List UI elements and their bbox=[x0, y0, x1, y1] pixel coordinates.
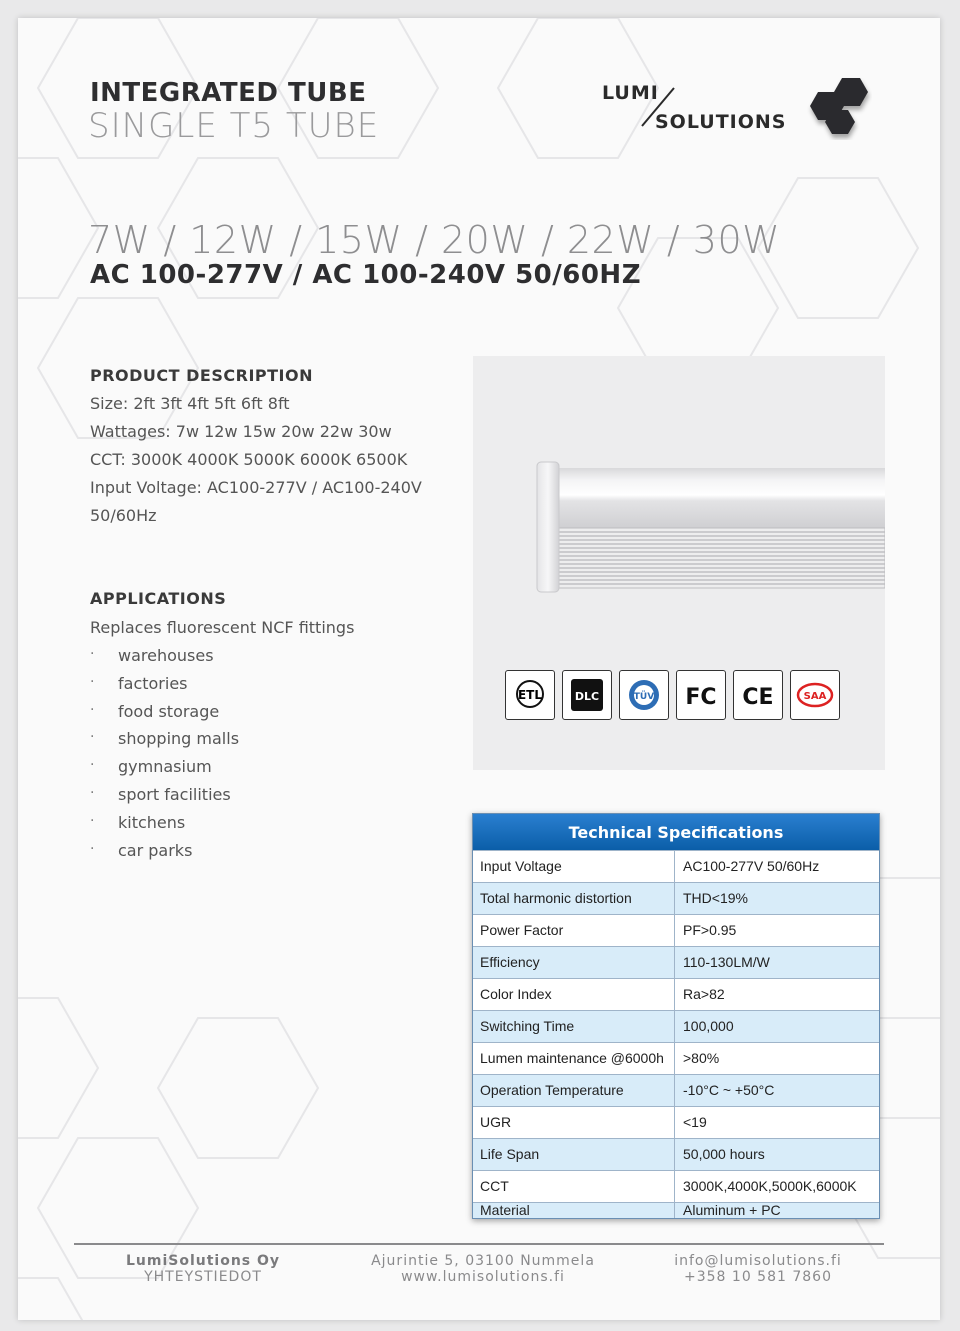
table-row: Switching Time 100,000 bbox=[473, 1010, 879, 1042]
website-link[interactable]: www.lumisolutions.fi bbox=[401, 1269, 565, 1285]
description-cct: CCT: 3000K 4000K 5000K 6000K 6500K bbox=[90, 450, 408, 469]
bullet-icon: · bbox=[90, 673, 95, 690]
etl-icon bbox=[505, 670, 555, 720]
applications-list bbox=[90, 646, 354, 868]
tuv-icon bbox=[619, 670, 669, 720]
table-row: Efficiency 110-130LM/W bbox=[473, 946, 879, 978]
table-row: CCT 3000K,4000K,5000K,6000K bbox=[473, 1170, 879, 1202]
table-row: Life Span 50,000 hours bbox=[473, 1138, 879, 1170]
voltage-rating: AC 100-277V / AC 100-240V 50/60HZ bbox=[90, 260, 642, 290]
led-tube-image bbox=[473, 356, 885, 636]
list-item: · car parks bbox=[90, 840, 193, 860]
footer-contact bbox=[658, 1253, 858, 1285]
applications-heading: APPLICATIONS bbox=[90, 589, 227, 608]
svg-text:FC: FC bbox=[685, 685, 717, 710]
table-row: Material Aluminum + PC bbox=[473, 1202, 879, 1218]
footer-company bbox=[113, 1253, 293, 1285]
list-item: · food storage bbox=[90, 701, 220, 721]
datasheet-page bbox=[18, 18, 940, 1320]
email-link[interactable]: info@lumisolutions.fi bbox=[674, 1253, 842, 1269]
technical-specifications-table bbox=[472, 813, 880, 1219]
product-title: INTEGRATED TUBE bbox=[90, 78, 367, 108]
footer-address bbox=[363, 1253, 603, 1285]
table-row: Input Voltage AC100-277V 50/60Hz bbox=[473, 850, 879, 882]
bullet-icon: · bbox=[90, 784, 95, 801]
dlc-icon bbox=[562, 670, 612, 720]
saa-icon bbox=[790, 670, 840, 720]
logo-text-lumi: LUMI bbox=[602, 82, 659, 104]
table-row: Color Index Ra>82 bbox=[473, 978, 879, 1010]
bullet-icon: · bbox=[90, 757, 95, 774]
wattage-options: 7W / 12W / 15W / 20W / 22W / 30W bbox=[88, 218, 781, 262]
applications bbox=[90, 589, 354, 868]
svg-text:ETL: ETL bbox=[517, 688, 543, 702]
bullet-icon: · bbox=[90, 701, 95, 718]
svg-text:CE: CE bbox=[742, 685, 774, 710]
contact-label: YHTEYSTIEDOT bbox=[144, 1269, 262, 1285]
list-item: · factories bbox=[90, 673, 188, 693]
table-title: Technical Specifications bbox=[473, 814, 879, 850]
list-item: · kitchens bbox=[90, 812, 186, 832]
list-item: · gymnasium bbox=[90, 757, 212, 777]
table-row: Operation Temperature -10°C ~ +50°C bbox=[473, 1074, 879, 1106]
list-item: · shopping malls bbox=[90, 729, 240, 749]
product-subtitle: SINGLE T5 TUBE bbox=[88, 106, 380, 146]
bullet-icon: · bbox=[90, 812, 95, 829]
fcc-icon bbox=[676, 670, 726, 720]
applications-intro: Replaces fluorescent NCF fittings bbox=[90, 618, 355, 637]
table-row: Total harmonic distortion THD<19% bbox=[473, 882, 879, 914]
logo-text-solutions: SOLUTIONS bbox=[655, 111, 787, 133]
description-size: Size: 2ft 3ft 4ft 5ft 6ft 8ft bbox=[90, 394, 290, 413]
certification-badges bbox=[505, 670, 840, 720]
bullet-icon: · bbox=[90, 840, 95, 857]
svg-text:TÜV: TÜV bbox=[633, 692, 655, 702]
product-description bbox=[90, 366, 422, 525]
street-address: Ajurintie 5, 03100 Nummela bbox=[371, 1253, 595, 1269]
footer-divider bbox=[74, 1243, 884, 1245]
description-input-voltage-cont: 50/60Hz bbox=[90, 506, 157, 525]
table-row: Lumen maintenance @6000h >80% bbox=[473, 1042, 879, 1074]
table-row: UGR <19 bbox=[473, 1106, 879, 1138]
svg-text:DLC: DLC bbox=[574, 690, 600, 703]
list-item: · warehouses bbox=[90, 646, 214, 665]
ce-icon bbox=[733, 670, 783, 720]
phone-number: +358 10 581 7860 bbox=[684, 1269, 832, 1285]
description-input-voltage: Input Voltage: AC100-277V / AC100-240V bbox=[90, 478, 422, 497]
list-item: · sport facilities bbox=[90, 784, 231, 804]
company-name: LumiSolutions Oy bbox=[125, 1253, 281, 1269]
logo-hexagons-icon bbox=[798, 74, 872, 140]
description-heading: PRODUCT DESCRIPTION bbox=[90, 366, 313, 385]
bullet-icon: · bbox=[90, 646, 95, 662]
description-wattages: Wattages: 7w 12w 15w 20w 22w 30w bbox=[90, 422, 392, 441]
svg-text:SAA: SAA bbox=[803, 691, 827, 702]
table-row: Power Factor PF>0.95 bbox=[473, 914, 879, 946]
bullet-icon: · bbox=[90, 729, 95, 746]
